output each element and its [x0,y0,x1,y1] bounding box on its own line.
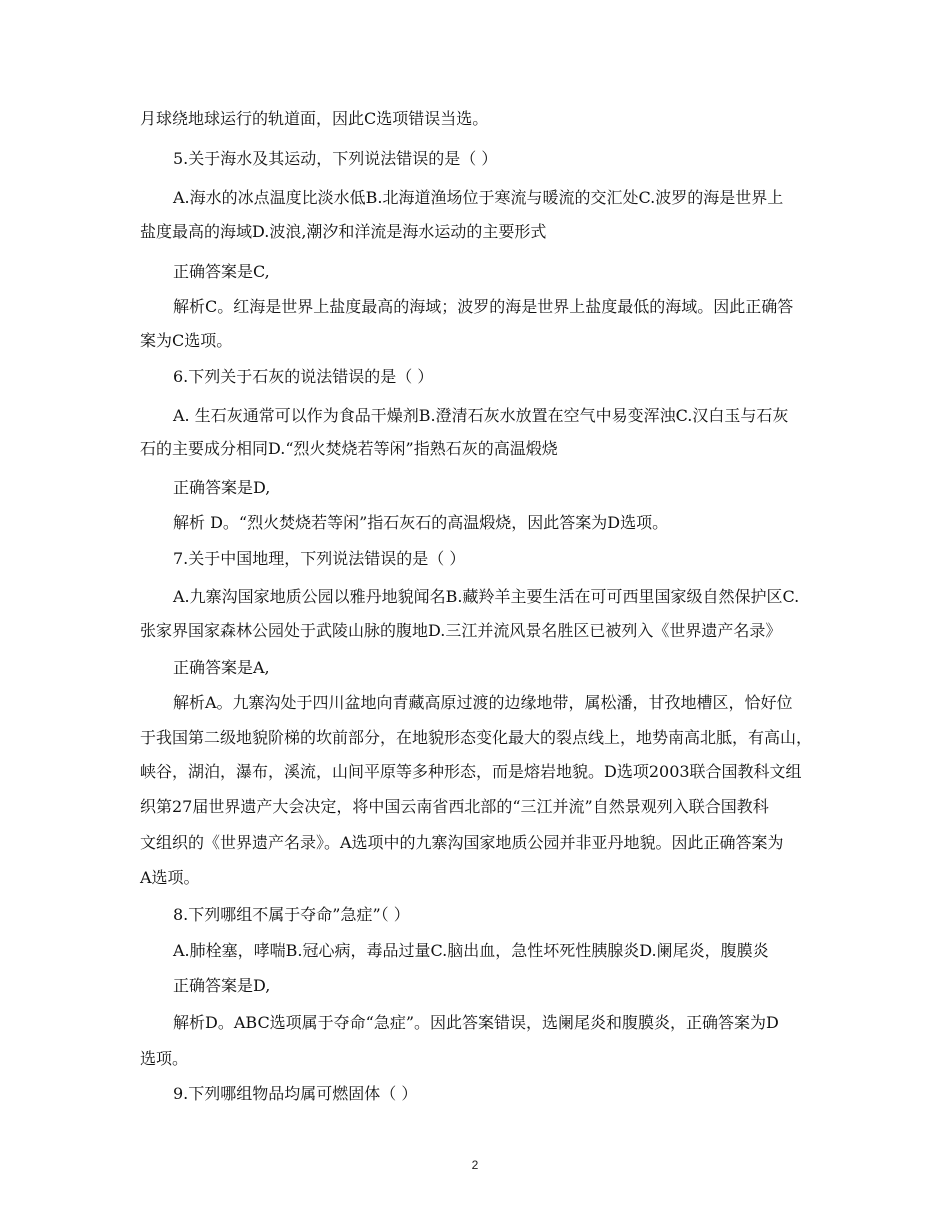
analysis-5: 解析C。红海是世界上盐度最高的海域；波罗的海是世界上盐度最低的海域。因此正确答 [173,297,794,316]
analysis-7-cont: A选项。 [140,868,200,887]
answer-8: 正确答案是D, [173,976,271,995]
analysis-7-cont: 织第27届世界遗产大会决定，将中国云南省西北部的“三江并流”自然景观列入联合国教科 [140,797,769,816]
question-5: 5.关于海水及其运动，下列说法错误的是（ ） [173,149,498,168]
question-5-options-cont: 盐度最高的海域D.波浪,潮汐和洋流是海水运动的主要形式 [140,222,547,241]
answer-5: 正确答案是C, [173,262,270,281]
question-7: 7.关于中国地理，下列说法错误的是（ ） [173,549,466,568]
question-7-options-cont: 张家界国家森林公园处于武陵山脉的腹地D.三江并流风景名胜区已被列入《世界遗产名录》 [140,621,782,640]
text-line: 月球绕地球运行的轨道面，因此C选项错误当选。 [140,109,489,128]
question-6-options: A. 生石灰通常可以作为食品干燥剂B.澄清石灰水放置在空气中易变浑浊C.汉白玉与石灰 [173,406,789,425]
page-number: 2 [471,1158,479,1172]
analysis-7-cont: 文组织的《世界遗产名录》。A选项中的九寨沟国家地质公园并非亚丹地貌。因此正确答案为 [140,833,784,852]
question-9: 9.下列哪组物品均属可燃固体（ ） [173,1084,418,1103]
question-8-options: A.肺栓塞，哮喘B.冠心病，毒品过量C.脑出血，急性坏死性胰腺炎D.阑尾炎，腹膜炎 [173,941,769,960]
analysis-5-cont: 案为C选项。 [140,331,233,350]
analysis-8: 解析D。ABC选项属于夺命“急症”。因此答案错误，选阑尾炎和腹膜炎，正确答案为D [173,1013,779,1032]
answer-6: 正确答案是D, [173,478,271,497]
question-5-options: A.海水的冰点温度比淡水低B.北海道渔场位于寒流与暖流的交汇处C.波罗的海是世界上 [173,188,784,207]
question-6-options-cont: 石的主要成分相同D.“烈火焚烧若等闲”指熟石灰的高温煅烧 [140,439,558,458]
analysis-7-cont: 于我国第二级地貌阶梯的坎前部分，在地貌形态变化最大的裂点线上，地势南高北胝，有高山， [140,728,813,747]
analysis-6: 解析 D。“烈火焚烧若等闲”指石灰石的高温煅烧，因此答案为D选项。 [173,513,669,532]
question-7-options: A.九寨沟国家地质公园以雅丹地貌闻名B.藏羚羊主要生活在可可西里国家级自然保护区C. [173,587,800,606]
question-6: 6.下列关于石灰的说法错误的是（ ） [173,367,434,386]
question-8: 8.下列哪组不属于夺命”急症”（ ） [173,905,410,924]
analysis-7-cont: 峡谷，湖泊，瀑布，溪流，山间平原等多种形态，而是熔岩地貌。D选项2003联合国教科文组 [140,762,802,781]
analysis-8-cont: 选项。 [140,1049,189,1068]
analysis-7: 解析A。九寨沟处于四川盆地向青藏高原过渡的边缘地带，属松潘，甘孜地槽区，恰好位 [173,693,793,712]
answer-7: 正确答案是A, [173,658,270,677]
